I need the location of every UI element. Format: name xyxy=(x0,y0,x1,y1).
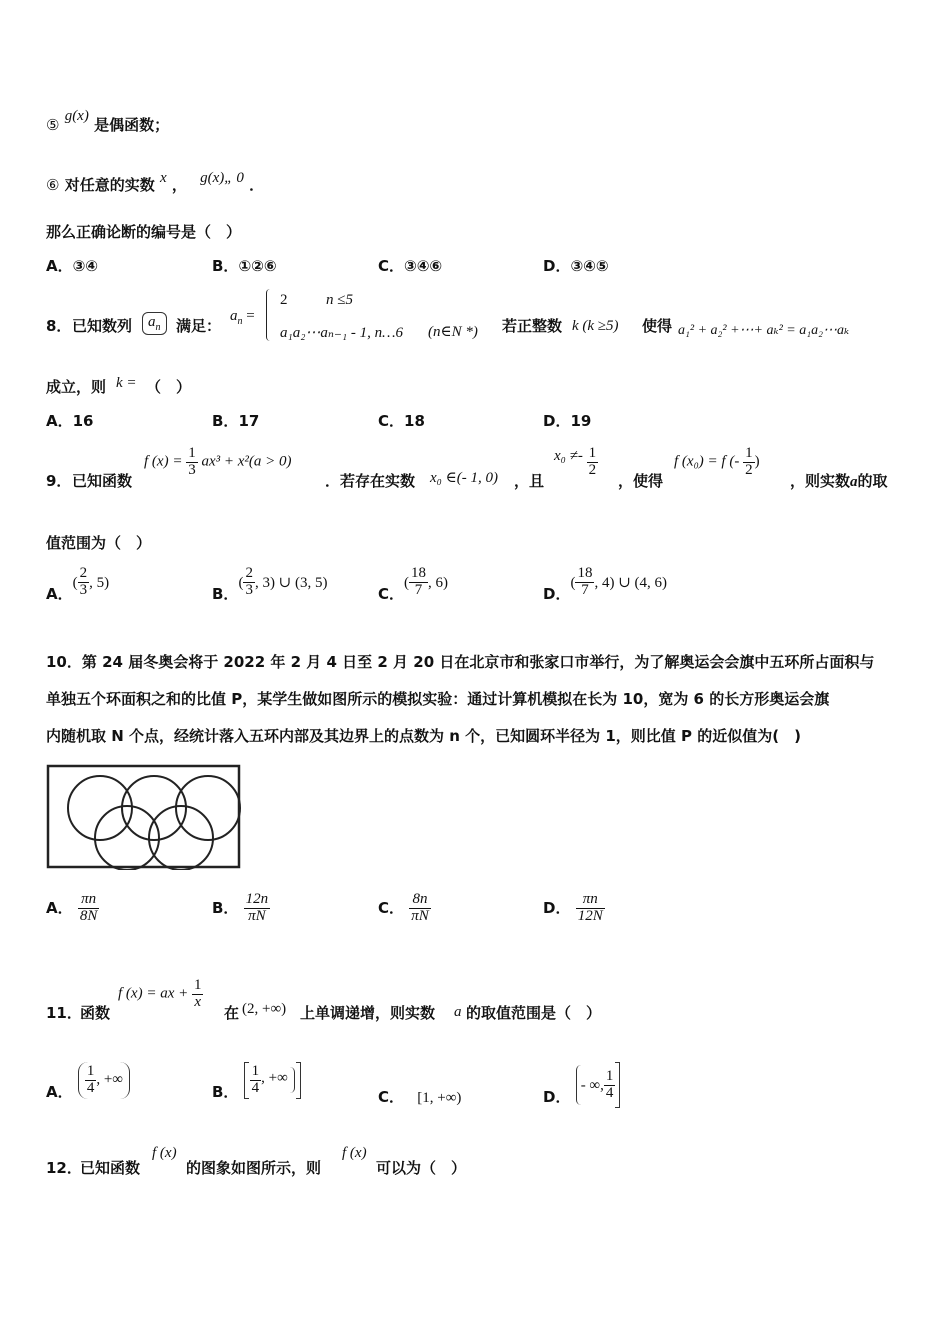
q9-option-a xyxy=(46,565,110,603)
q8-option-a xyxy=(46,410,93,431)
math-a: a xyxy=(850,474,858,490)
fraction-denominator: πN xyxy=(411,907,429,924)
q11-option-d xyxy=(543,1062,620,1108)
lhs-subscript: n xyxy=(237,316,243,327)
fraction-numerator: 1 xyxy=(605,1067,614,1084)
q9-x0-ne xyxy=(554,446,598,479)
fraction-numerator: 1 xyxy=(188,445,196,461)
q9-option-d xyxy=(543,565,668,603)
option-label: C． xyxy=(378,1088,405,1106)
fraction-numerator: 8n xyxy=(409,892,431,909)
option-paren: ( xyxy=(404,574,410,591)
q9-text-2: ．若存在实数 xyxy=(325,472,416,490)
q8-text-3: 若正整数 xyxy=(502,317,563,335)
q9-text-3: ，且 xyxy=(514,472,545,490)
fraction-numerator: 18 xyxy=(577,565,593,581)
option-text: ③④ xyxy=(72,257,99,275)
q10-option-d xyxy=(543,892,605,925)
q10-line-2: 单独五个环面积之和的比值 P，某学生做如图所示的模拟实验：通过计算机模拟在长为 10，宽为 6 的长方形奥运会旗 xyxy=(46,690,830,708)
q9-text-5-a: ，则实数 xyxy=(790,472,851,490)
q9-text-5 xyxy=(790,470,888,491)
q12-f-2: f (x) xyxy=(342,1145,367,1161)
fraction-denominator: πN xyxy=(248,907,266,924)
option-label: B． xyxy=(212,898,239,917)
q11-text-3: 上单调递增，则实数 xyxy=(300,1004,436,1022)
separator: ， xyxy=(171,176,187,194)
q12-text-1: 已知函数 xyxy=(80,1159,141,1177)
q7-option-c xyxy=(378,255,442,276)
option-text: 16 xyxy=(72,412,94,430)
seq-symbol: a xyxy=(148,314,156,330)
q9-text-7: 值范围为（ ） xyxy=(46,534,152,552)
q11-a: a xyxy=(454,1004,462,1020)
fraction-numerator: 1 xyxy=(86,1063,95,1079)
fraction-denominator: 3 xyxy=(188,461,196,478)
q8-text-6: （ ） xyxy=(146,378,192,396)
q8-option-b xyxy=(212,410,259,431)
q8-sequence xyxy=(142,312,167,335)
q9-function xyxy=(144,446,291,479)
option-rest: , +∞ xyxy=(96,1071,123,1088)
statement-6 xyxy=(46,170,265,195)
option-text: [1, +∞) xyxy=(417,1090,462,1106)
q7-option-a xyxy=(46,255,98,276)
statement-text: 是偶函数； xyxy=(94,116,170,134)
q10-line-1: 10．第 24 届冬奥会将于 2022 年 2 月 4 日至 2 月 20 日在北京市和张家口市举行，为了解奥运会会旗中五环所占面积与 xyxy=(46,653,875,671)
fraction-numerator: πn xyxy=(78,892,100,909)
q8-case-2-condition: (n∈N *) xyxy=(428,324,478,340)
option-text: 18 xyxy=(404,412,425,430)
option-text: ①②⑥ xyxy=(238,257,277,275)
q11-interval: (2, +∞) xyxy=(242,1001,287,1017)
q11-text-2: 在 xyxy=(224,1004,240,1022)
q11-option-b xyxy=(212,1062,301,1099)
q7-option-d xyxy=(543,255,609,276)
q11-text-1: 函数 xyxy=(80,1004,111,1022)
x0-ne-symbol: x₀ ≠- xyxy=(554,447,583,464)
fraction-denominator: 3 xyxy=(79,581,88,598)
q9-text-6: 的取 xyxy=(857,472,888,490)
q11-text-4: 的取值范围是（ ） xyxy=(466,1004,602,1022)
fraction-numerator: 1 xyxy=(588,445,597,461)
q8-equation: a₁² + a₂² +⋯+ aₖ² = a₁a₂⋯aₖ xyxy=(678,323,850,338)
q8-k: k (k ≥5) xyxy=(572,318,619,334)
option-rest: , +∞ xyxy=(261,1069,288,1086)
q8-k-eq: k = xyxy=(116,375,137,391)
fraction-denominator: 4 xyxy=(251,1079,260,1096)
option-text: ③④⑤ xyxy=(570,257,609,275)
fraction-denominator: 7 xyxy=(581,581,589,598)
fraction-numerator: πn xyxy=(576,892,605,909)
q9-text-4: ，使得 xyxy=(618,472,664,490)
option-label: D． xyxy=(543,1087,571,1106)
fraction-numerator: 1 xyxy=(745,445,753,461)
option-paren: ( xyxy=(570,574,576,591)
seq-subscript: n xyxy=(155,322,161,333)
end-mark: ． xyxy=(249,176,265,194)
statement-number: ⑤ xyxy=(46,116,60,134)
q8-brace xyxy=(266,289,270,341)
q8-case-1-condition: n ≤5 xyxy=(326,292,353,308)
olympic-flag-figure xyxy=(46,764,242,870)
option-label: A． xyxy=(46,898,73,917)
lhs-symbol: a xyxy=(230,308,238,324)
fraction-denominator: 4 xyxy=(86,1079,95,1096)
fraction-numerator: 2 xyxy=(79,565,88,581)
q9-option-c xyxy=(378,565,449,603)
q10-option-a xyxy=(46,892,99,925)
q8-option-c xyxy=(378,410,425,431)
q12-text-2: 的图象如图所示，则 xyxy=(186,1159,322,1177)
q9-number: 9． xyxy=(46,472,72,490)
option-label: A． xyxy=(46,1082,73,1101)
option-text: 19 xyxy=(570,412,592,430)
equation-lhs: f (x₀) = f (- xyxy=(674,453,740,470)
fraction-denominator: 12N xyxy=(577,907,603,924)
fraction-numerator: 2 xyxy=(245,565,253,581)
option-label: C． xyxy=(378,584,405,603)
math-x: x xyxy=(159,170,167,186)
option-label: B． xyxy=(212,412,239,430)
math-g-of-x: g(x) xyxy=(64,108,89,124)
q10-option-b xyxy=(212,892,270,925)
option-label: A． xyxy=(46,584,73,603)
q11-number: 11． xyxy=(46,1004,82,1022)
fraction-numerator: 18 xyxy=(411,565,427,581)
option-text: ③④⑥ xyxy=(404,257,443,275)
q12-text-3: 可以为（ ） xyxy=(376,1159,467,1177)
q8-text-1: 已知数列 xyxy=(72,317,133,335)
q8-text-2: 满足： xyxy=(176,317,222,335)
q12-f-1: f (x) xyxy=(152,1145,177,1161)
q9-equation xyxy=(674,446,760,479)
q9-text-1: 已知函数 xyxy=(72,472,133,490)
option-label: B． xyxy=(212,584,239,603)
option-label: B． xyxy=(212,1082,239,1101)
q11-option-a xyxy=(46,1062,130,1099)
fraction-denominator: 8N xyxy=(79,907,98,924)
q8-lhs: $a_n$ = xyxy=(230,308,255,327)
q7-stem: 那么正确论断的编号是（ ） xyxy=(46,223,242,241)
q8-number: 8． xyxy=(46,317,72,335)
option-rest: , 4) ∪ (4, 6) xyxy=(594,574,668,591)
q10-option-c xyxy=(378,892,431,925)
option-paren: ( xyxy=(72,574,78,591)
q9-option-b xyxy=(212,565,328,603)
q8-case-2-value: a₁a₂⋯aₙ₋₁ - 1, n…6 xyxy=(280,325,403,341)
q12-number: 12． xyxy=(46,1159,82,1177)
option-text: 17 xyxy=(238,412,260,430)
option-rest: , 3) ∪ (3, 5) xyxy=(254,574,328,591)
option-label: D． xyxy=(543,412,571,430)
statement-number: ⑥ xyxy=(46,176,60,194)
option-label: C． xyxy=(378,412,405,430)
q11-option-c xyxy=(378,1086,461,1107)
fraction-denominator: 4 xyxy=(605,1084,614,1101)
option-paren: ( xyxy=(238,574,244,591)
q8-text-4: 使得 xyxy=(642,317,673,335)
q8-case-1-value: 2 xyxy=(280,292,288,308)
equation-rhs: ) xyxy=(754,453,760,470)
fraction-numerator: 12n xyxy=(245,891,269,907)
fraction-denominator: 2 xyxy=(588,461,597,478)
q9-x0-range: x₀ ∈(- 1, 0) xyxy=(430,470,498,486)
fraction-numerator: 1 xyxy=(193,977,202,993)
option-label: C． xyxy=(378,257,405,275)
fraction-denominator: 2 xyxy=(745,461,753,478)
math-g-le-0: g(x)„ 0 xyxy=(200,170,244,186)
function-lhs: f (x) = xyxy=(144,453,183,470)
q8-option-d xyxy=(543,410,591,431)
q7-option-b xyxy=(212,255,277,276)
option-rest: , 6) xyxy=(428,574,449,591)
q11-function xyxy=(118,978,203,1011)
q8-text-5: 成立，则 xyxy=(46,378,107,396)
option-rest: - ∞, xyxy=(580,1077,604,1094)
option-label: D． xyxy=(543,898,571,917)
option-label: A． xyxy=(46,412,73,430)
statement-text: 对任意的实数 xyxy=(64,176,155,194)
fraction-denominator: 7 xyxy=(414,581,423,598)
function-expression: f (x) = ax + xyxy=(118,985,189,1002)
fraction-denominator: 3 xyxy=(245,581,253,598)
fraction-denominator: x xyxy=(194,993,202,1010)
option-label: A． xyxy=(46,257,73,275)
option-label: D． xyxy=(543,584,571,603)
fraction-numerator: 1 xyxy=(251,1063,260,1079)
function-rest: ax³ + x²(a > 0) xyxy=(201,453,292,470)
option-rest: , 5) xyxy=(89,574,110,591)
option-label: C． xyxy=(378,898,405,917)
q10-line-3: 内随机取 N 个点，经统计落入五环内部及其边界上的点数为 n 个，已知圆环半径为 1，则比值 P 的近似值为( ) xyxy=(46,727,801,745)
statement-5 xyxy=(46,108,170,135)
option-label: D． xyxy=(543,257,571,275)
option-label: B． xyxy=(212,257,239,275)
